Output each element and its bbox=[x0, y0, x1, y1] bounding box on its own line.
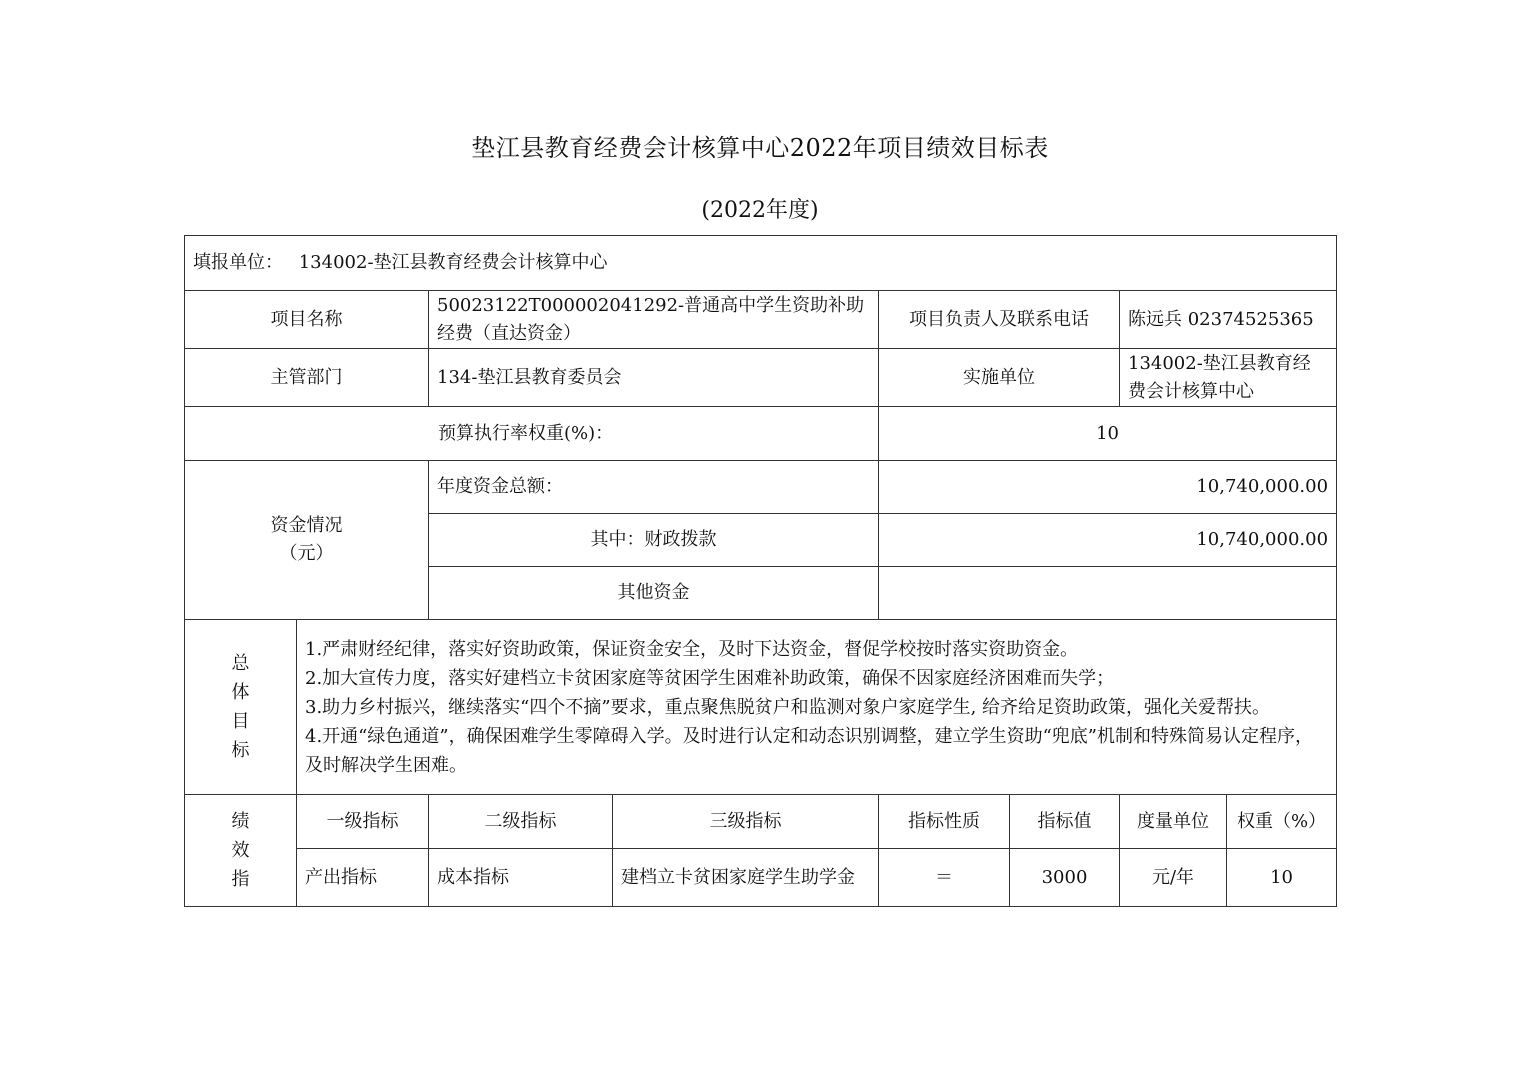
table-row bbox=[185, 849, 1337, 907]
goal-item: 1.严肃财经纪律，落实好资助政策，保证资金安全，及时下达资金，督促学校按时落实资助资金。 bbox=[305, 638, 1079, 660]
goals-label-char: 体 bbox=[231, 682, 250, 703]
project-name-label: 项目名称 bbox=[185, 291, 429, 349]
department-label: 主管部门 bbox=[185, 349, 429, 407]
header-value: 指标值 bbox=[1010, 795, 1120, 849]
header-weight: 权重（%） bbox=[1227, 795, 1337, 849]
department-row bbox=[185, 349, 1337, 407]
report-unit-row bbox=[185, 236, 1337, 291]
indicator-label-char: 效 bbox=[231, 840, 250, 861]
budget-weight-value: 10 bbox=[879, 407, 1337, 461]
indicator-label-char: 指 bbox=[231, 869, 250, 890]
indicator-value: 3000 bbox=[1010, 849, 1120, 907]
header-level3: 三级指标 bbox=[613, 795, 879, 849]
funds-fiscal-value: 10,740,000.00 bbox=[879, 514, 1337, 567]
overall-goals-row bbox=[185, 620, 1337, 795]
page-title: 垫江县教育经费会计核算中心2022年项目绩效目标表 bbox=[471, 134, 1049, 162]
project-contact-label: 项目负责人及联系电话 bbox=[879, 291, 1120, 349]
indicator-level1: 产出指标 bbox=[297, 849, 429, 907]
goal-item: 3.助力乡村振兴，继续落实“四个不摘”要求，重点聚焦脱贫户和监测对象户家庭学生, 给齐给足资助政策，强化关爱帮扶。 bbox=[305, 696, 1271, 718]
overall-goals-content bbox=[297, 620, 1337, 795]
budget-weight-row bbox=[185, 407, 1337, 461]
performance-indicator-label bbox=[185, 795, 297, 907]
report-unit-value: 134002-垫江县教育经费会计核算中心 bbox=[298, 252, 608, 273]
project-name-value: 50023122T000002041292-普通高中学生资助补助经费（直达资金） bbox=[429, 291, 879, 349]
indicator-level3: 建档立卡贫困家庭学生助学金 bbox=[613, 849, 879, 907]
project-row bbox=[185, 291, 1337, 349]
funds-label-line1: 资金情况 bbox=[270, 515, 343, 536]
header-level2: 二级指标 bbox=[429, 795, 613, 849]
page-subtitle: (2022年度) bbox=[701, 198, 819, 223]
report-unit-label: 填报单位： bbox=[193, 252, 283, 273]
report-unit-cell bbox=[185, 236, 1337, 291]
budget-weight-label: 预算执行率权重(%)： bbox=[185, 407, 879, 461]
header-unit: 度量单位 bbox=[1120, 795, 1227, 849]
indicator-nature: ＝ bbox=[879, 849, 1010, 907]
goals-label-char: 目 bbox=[231, 711, 250, 732]
goal-item: 2.加大宣传力度，落实好建档立卡贫困家庭等贫困学生困难补助政策，确保不因家庭经济困难而失学； bbox=[305, 667, 1115, 689]
overall-goals-label bbox=[185, 620, 297, 795]
funds-other-label: 其他资金 bbox=[429, 567, 879, 620]
performance-target-table bbox=[184, 235, 1337, 907]
department-value: 134-垫江县教育委员会 bbox=[429, 349, 879, 407]
header-nature: 指标性质 bbox=[879, 795, 1010, 849]
header-level1: 一级指标 bbox=[297, 795, 429, 849]
implementing-unit-value: 134002-垫江县教育经费会计核算中心 bbox=[1120, 349, 1337, 407]
funds-label-line2: （元） bbox=[279, 543, 334, 564]
funds-other-value bbox=[879, 567, 1337, 620]
implementing-unit-label: 实施单位 bbox=[879, 349, 1120, 407]
indicator-label-char: 绩 bbox=[231, 811, 250, 832]
funds-fiscal-label: 其中：财政拨款 bbox=[429, 514, 879, 567]
indicator-unit: 元/年 bbox=[1120, 849, 1227, 907]
indicator-level2: 成本指标 bbox=[429, 849, 613, 907]
indicator-weight: 10 bbox=[1227, 849, 1337, 907]
goals-label-char: 标 bbox=[231, 740, 250, 761]
project-contact-value: 陈远兵 02374525365 bbox=[1120, 291, 1337, 349]
funds-total-label: 年度资金总额： bbox=[429, 461, 879, 514]
funds-label bbox=[185, 461, 429, 620]
indicator-header-row bbox=[185, 795, 1337, 849]
goal-item: 4.开通“绿色通道”，确保困难学生零障碍入学。及时进行认定和动态识别调整，建立学生资助“兜底”机制和特殊简易认定程序，及时解决学生困难。 bbox=[305, 725, 1313, 776]
funds-total-value: 10,740,000.00 bbox=[879, 461, 1337, 514]
goals-label-char: 总 bbox=[231, 653, 250, 674]
funds-total-row bbox=[185, 461, 1337, 514]
